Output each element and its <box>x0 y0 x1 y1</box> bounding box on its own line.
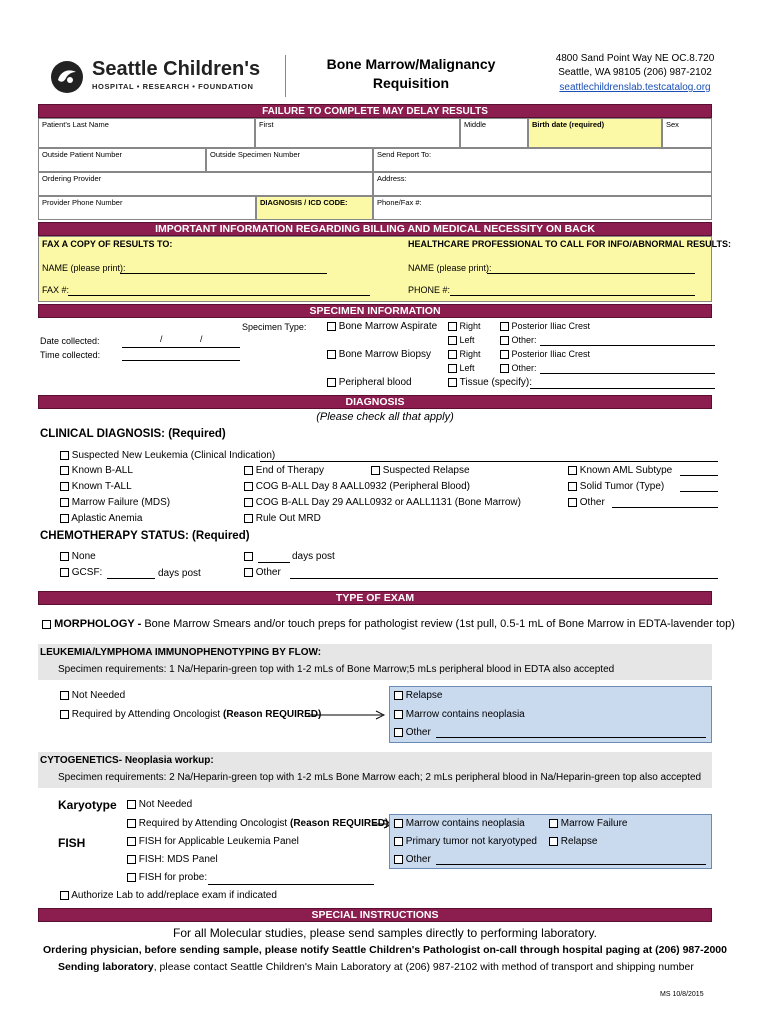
known-t-all-checkbox[interactable] <box>60 482 69 491</box>
known-t-all-label: Known T-ALL <box>71 481 132 492</box>
fax-copy-heading: FAX A COPY OF RESULTS TO: <box>42 239 173 249</box>
fish-probe-checkbox[interactable] <box>127 873 136 882</box>
known-b-all-option[interactable] <box>60 465 133 476</box>
flow-other-checkbox[interactable] <box>394 728 403 737</box>
authorize-lab-checkbox[interactable] <box>60 891 69 900</box>
fax-name-input[interactable] <box>120 273 327 274</box>
karyotype-not-needed-label: Not Needed <box>138 799 193 810</box>
lab-website-link[interactable]: seattlechildrenslab.testcatalog.org <box>559 82 711 93</box>
fish-probe-input[interactable] <box>208 884 374 885</box>
biopsy-left-option[interactable] <box>448 363 475 373</box>
fish-mds-option[interactable] <box>127 854 218 865</box>
send-report-to-field[interactable] <box>373 148 712 172</box>
diagnosis-other-option[interactable] <box>568 497 605 508</box>
send-report-to-label: Send Report To: <box>377 150 432 159</box>
flow-heading: LEUKEMIA/LYMPHOMA IMMUNOPHENOTYPING BY FLOW: <box>40 647 322 658</box>
logo-name: Seattle Children's <box>92 58 261 80</box>
hcp-name-input[interactable] <box>487 273 695 274</box>
aspirate-other-option[interactable] <box>500 335 537 345</box>
aspirate-other-label: Other: <box>511 335 537 345</box>
flow-reason-required-label: (Reason REQUIRED) <box>223 709 322 720</box>
first-name-label: First <box>259 120 274 129</box>
cyto-other-input[interactable] <box>436 864 706 865</box>
aspirate-right-checkbox[interactable] <box>448 322 457 331</box>
biopsy-other-input[interactable] <box>540 373 715 374</box>
outside-patient-number-field[interactable] <box>38 148 206 172</box>
flow-other-option[interactable] <box>394 727 431 738</box>
cog-day29-option[interactable] <box>244 497 521 508</box>
flow-neoplasia-label: Marrow contains neoplasia <box>405 709 525 720</box>
suspected-relapse-checkbox[interactable] <box>371 466 380 475</box>
biopsy-right-label: Right <box>459 349 481 359</box>
chemo-none-label: None <box>71 551 96 562</box>
cog-day29-label: COG B-ALL Day 29 AALL0932 or AALL1131 (Bone Marrow) <box>255 497 521 508</box>
aspirate-left-checkbox[interactable] <box>448 336 457 345</box>
flow-not-needed-option[interactable] <box>60 690 125 701</box>
flow-relapse-checkbox[interactable] <box>394 691 403 700</box>
outside-specimen-number-label: Outside Specimen Number <box>210 150 301 159</box>
special-instructions-bar: SPECIAL INSTRUCTIONS <box>38 908 712 922</box>
peripheral-blood-option[interactable] <box>327 377 412 388</box>
suspected-new-leukemia-option[interactable] <box>60 450 275 461</box>
bm-aspirate-checkbox[interactable] <box>327 322 336 331</box>
biopsy-other-checkbox[interactable] <box>500 364 509 373</box>
cyto-relapse-label: Relapse <box>560 836 598 847</box>
cyto-marrow-failure-option[interactable] <box>549 818 627 829</box>
flow-other-input[interactable] <box>436 737 706 738</box>
patient-middle-name-field[interactable] <box>460 118 528 148</box>
cyto-marrow-failure-checkbox[interactable] <box>549 819 558 828</box>
biopsy-other-option[interactable] <box>500 363 537 373</box>
date-collected-label: Date collected: <box>40 336 100 346</box>
aspirate-pic-checkbox[interactable] <box>500 322 509 331</box>
solid-tumor-input[interactable] <box>680 491 718 492</box>
chemo-other-checkbox[interactable] <box>244 568 253 577</box>
tissue-input[interactable] <box>530 388 715 389</box>
cyto-primary-tumor-label: Primary tumor not karyotyped <box>405 836 537 847</box>
gcsf-checkbox[interactable] <box>60 568 69 577</box>
marrow-failure-checkbox[interactable] <box>60 498 69 507</box>
diagnosis-icd-label: DIAGNOSIS / ICD CODE: <box>260 198 348 207</box>
cyto-other-label: Other <box>405 854 431 865</box>
sending-lab-text: , please contact Seattle Children's Main Laboratory at (206) 987-2102 with method of transport and shipping number <box>153 961 694 973</box>
hcp-phone-label: PHONE #: <box>408 285 451 295</box>
pathologist-notice: Ordering physician, before sending sample, please notify Seattle Children's Pathologist on-call through hospital paging at (206) 987-2000 <box>43 944 727 956</box>
cyto-primary-tumor-option[interactable] <box>394 836 537 847</box>
chemo-none-option[interactable] <box>60 551 96 562</box>
sex-field[interactable] <box>662 118 712 148</box>
date-slash-2: / <box>200 334 203 344</box>
date-slash-1: / <box>160 334 163 344</box>
patient-first-name-field[interactable] <box>255 118 460 148</box>
address-label: Address: <box>377 174 407 183</box>
fax-number-label: FAX #: <box>42 285 70 295</box>
cyto-relapse-option[interactable] <box>549 836 597 847</box>
flow-other-label: Other <box>405 727 431 738</box>
karyotype-not-needed-checkbox[interactable] <box>127 800 136 809</box>
phone-fax-field[interactable] <box>373 196 712 220</box>
header-divider <box>285 55 286 97</box>
biopsy-left-label: Left <box>459 363 475 373</box>
morphology-label: MORPHOLOGY - <box>54 618 142 630</box>
middle-name-label: Middle <box>464 120 487 129</box>
patient-last-name-field[interactable] <box>38 118 255 148</box>
address-field[interactable] <box>373 172 712 196</box>
provider-phone-label: Provider Phone Number <box>42 198 123 207</box>
diagnosis-other-label: Other <box>579 497 605 508</box>
flow-required-label: Required by Attending Oncologist <box>71 709 223 720</box>
cog-day8-checkbox[interactable] <box>244 482 253 491</box>
ordering-provider-label: Ordering Provider <box>42 174 102 183</box>
bm-biopsy-checkbox[interactable] <box>327 350 336 359</box>
cyto-primary-tumor-checkbox[interactable] <box>394 837 403 846</box>
fish-leukemia-option[interactable] <box>127 836 299 847</box>
type-of-exam-bar: TYPE OF EXAM <box>38 591 712 605</box>
aspirate-other-input[interactable] <box>540 345 715 346</box>
biopsy-left-checkbox[interactable] <box>448 364 457 373</box>
chemo-other-input[interactable] <box>290 578 718 579</box>
fish-mds-label: FISH: MDS Panel <box>138 854 218 865</box>
morphology-option[interactable] <box>42 618 735 630</box>
aspirate-right-label: Right <box>459 321 481 331</box>
known-b-all-label: Known B-ALL <box>71 465 133 476</box>
billing-info-bar: IMPORTANT INFORMATION REGARDING BILLING AND MEDICAL NECESSITY ON BACK <box>38 222 712 236</box>
chemo-other-option[interactable] <box>244 567 281 578</box>
gcsf-option[interactable] <box>60 567 102 578</box>
suspected-new-leukemia-label: Suspected New Leukemia (Clinical Indication) <box>71 450 276 461</box>
end-of-therapy-option[interactable] <box>244 465 324 476</box>
aspirate-pic-option[interactable] <box>500 321 590 331</box>
gcsf-days-input[interactable] <box>107 578 155 579</box>
flow-neoplasia-checkbox[interactable] <box>394 710 403 719</box>
bm-biopsy-label: Bone Marrow Biopsy <box>338 349 432 360</box>
cyto-neoplasia-checkbox[interactable] <box>394 819 403 828</box>
authorize-lab-option[interactable] <box>60 890 277 901</box>
aplastic-anemia-label: Aplastic Anemia <box>71 513 143 524</box>
karyotype-reason-required-label: (Reason REQUIRED) <box>290 818 389 829</box>
sending-lab-bold: Sending laboratory <box>58 961 154 973</box>
karyotype-required-option[interactable] <box>127 818 388 829</box>
aspirate-other-checkbox[interactable] <box>500 336 509 345</box>
cyto-relapse-checkbox[interactable] <box>549 837 558 846</box>
flow-relapse-option[interactable] <box>394 690 442 701</box>
cyto-neoplasia-label: Marrow contains neoplasia <box>405 818 525 829</box>
diagnosis-other-checkbox[interactable] <box>568 498 577 507</box>
aspirate-left-label: Left <box>459 335 475 345</box>
cog-day8-label: COG B-ALL Day 8 AALL0932 (Peripheral Blood) <box>255 481 470 492</box>
clinical-diagnosis-heading: CLINICAL DIAGNOSIS: (Required) <box>40 428 226 440</box>
lab-address-line1: 4800 Sand Point Way NE OC.8.720 <box>555 53 715 64</box>
peripheral-blood-checkbox[interactable] <box>327 378 336 387</box>
rule-out-mrd-checkbox[interactable] <box>244 514 253 523</box>
fax-name-label: NAME (please print): <box>42 263 126 273</box>
provider-phone-field[interactable] <box>38 196 256 220</box>
morphology-checkbox[interactable] <box>42 620 51 629</box>
hcp-phone-input[interactable] <box>450 295 695 296</box>
cyto-other-option[interactable] <box>394 854 431 865</box>
bm-aspirate-option[interactable] <box>327 321 437 332</box>
solid-tumor-label: Solid Tumor (Type) <box>579 481 665 492</box>
page-title-line1: Bone Marrow/Malignancy <box>326 56 496 72</box>
solid-tumor-option[interactable] <box>568 481 664 492</box>
marrow-failure-label: Marrow Failure (MDS) <box>71 497 171 508</box>
karyotype-heading: Karyotype <box>58 798 117 812</box>
clinical-indication-line <box>260 461 718 462</box>
fish-probe-label: FISH for probe: <box>138 872 208 883</box>
suspected-relapse-option[interactable] <box>371 465 470 476</box>
end-of-therapy-checkbox[interactable] <box>244 466 253 475</box>
tissue-checkbox[interactable] <box>448 378 457 387</box>
morphology-description: Bone Marrow Smears and/or touch preps for pathologist review (1st pull, 0.5-1 mL of Bone Marrow in EDTA-lavender top) <box>144 618 735 630</box>
flow-not-needed-checkbox[interactable] <box>60 691 69 700</box>
suspected-relapse-label: Suspected Relapse <box>382 465 470 476</box>
ordering-provider-field[interactable] <box>38 172 373 196</box>
flow-arrow-icon <box>308 710 388 720</box>
known-aml-checkbox[interactable] <box>568 466 577 475</box>
known-aml-option[interactable] <box>568 465 672 476</box>
cog-day8-option[interactable] <box>244 481 470 492</box>
cyto-neoplasia-option[interactable] <box>394 818 525 829</box>
phone-fax-label: Phone/Fax #: <box>377 198 422 207</box>
aplastic-anemia-checkbox[interactable] <box>60 514 69 523</box>
aspirate-right-option[interactable] <box>448 321 481 331</box>
flow-neoplasia-option[interactable] <box>394 709 525 720</box>
date-collected-input[interactable] <box>122 347 240 348</box>
known-t-all-option[interactable] <box>60 481 132 492</box>
diagnosis-icd-field[interactable] <box>256 196 373 220</box>
known-aml-input[interactable] <box>680 475 718 476</box>
days-post-label: days post <box>292 551 335 562</box>
fish-leukemia-label: FISH for Applicable Leukemia Panel <box>138 836 299 847</box>
flow-requirements: Specimen requirements: 1 Na/Heparin-green top with 1-2 mLs of Bone Marrow;5 mLs peripheral blood in EDTA also accepted <box>58 664 615 675</box>
peripheral-blood-label: Peripheral blood <box>338 377 412 388</box>
aplastic-anemia-option[interactable] <box>60 513 142 524</box>
diagnosis-other-input[interactable] <box>612 507 718 508</box>
diagnosis-note: (Please check all that apply) <box>316 411 454 423</box>
patient-last-name-label: Patient's Last Name <box>42 120 109 129</box>
known-b-all-checkbox[interactable] <box>60 466 69 475</box>
molecular-note: For all Molecular studies, please send samples directly to performing laboratory. <box>173 926 597 940</box>
cyto-marrow-failure-label: Marrow Failure <box>560 818 628 829</box>
fish-heading: FISH <box>58 836 86 850</box>
cytogenetics-heading: CYTOGENETICS- Neoplasia workup: <box>40 755 214 766</box>
diagnosis-bar: DIAGNOSIS <box>38 395 712 409</box>
karyotype-not-needed-option[interactable] <box>127 799 192 810</box>
fish-probe-option[interactable] <box>127 872 207 883</box>
tissue-option[interactable] <box>448 377 532 388</box>
form-code: MS 10/8/2015 <box>660 991 704 998</box>
chemo-none-checkbox[interactable] <box>60 552 69 561</box>
fish-mds-checkbox[interactable] <box>127 855 136 864</box>
bm-biopsy-option[interactable] <box>327 349 431 360</box>
outside-patient-number-label: Outside Patient Number <box>42 150 123 159</box>
lab-address-line2: Seattle, WA 98105 (206) 987-2102 <box>558 67 712 78</box>
gcsf-days-post-label: days post <box>158 568 201 579</box>
bm-aspirate-label: Bone Marrow Aspirate <box>338 321 438 332</box>
failure-warning-bar: FAILURE TO COMPLETE MAY DELAY RESULTS <box>38 104 712 118</box>
karyotype-required-label: Required by Attending Oncologist <box>138 818 290 829</box>
end-of-therapy-label: End of Therapy <box>255 465 324 476</box>
specimen-type-label: Specimen Type: <box>242 322 307 332</box>
days-post-input[interactable] <box>258 562 290 563</box>
time-collected-label: Time collected: <box>40 350 101 360</box>
rule-out-mrd-option[interactable] <box>244 513 321 524</box>
sex-label: Sex <box>666 120 679 129</box>
outside-specimen-number-field[interactable] <box>206 148 373 172</box>
flow-relapse-label: Relapse <box>405 690 443 701</box>
days-post-checkbox[interactable] <box>244 552 253 561</box>
fax-number-input[interactable] <box>68 295 370 296</box>
birth-date-label: Birth date (required) <box>532 120 605 129</box>
biopsy-pic-checkbox[interactable] <box>500 350 509 359</box>
marrow-failure-option[interactable] <box>60 497 170 508</box>
aspirate-left-option[interactable] <box>448 335 475 345</box>
chemo-other-label: Other <box>255 567 281 578</box>
birth-date-field[interactable] <box>528 118 662 148</box>
biopsy-right-checkbox[interactable] <box>448 350 457 359</box>
biopsy-other-label: Other: <box>511 363 537 373</box>
biopsy-right-option[interactable] <box>448 349 481 359</box>
cyto-other-checkbox[interactable] <box>394 855 403 864</box>
flow-not-needed-label: Not Needed <box>71 690 126 701</box>
cyto-requirements: Specimen requirements: 2 Na/Heparin-green top with 1-2 mLs Bone Marrow each; 2 mLs peripheral blood in Na/Heparin-green top also accepted <box>58 772 702 783</box>
biopsy-pic-label: Posterior Iliac Crest <box>511 349 591 359</box>
sending-lab-notice <box>58 961 694 973</box>
biopsy-pic-option[interactable] <box>500 349 590 359</box>
time-collected-input[interactable] <box>122 360 240 361</box>
flow-required-option[interactable] <box>60 709 321 720</box>
solid-tumor-checkbox[interactable] <box>568 482 577 491</box>
authorize-lab-label: Authorize Lab to add/replace exam if indicated <box>71 890 277 901</box>
gcsf-label: GCSF: <box>71 567 103 578</box>
fish-leukemia-checkbox[interactable] <box>127 837 136 846</box>
logo <box>50 60 280 100</box>
logo-tagline: HOSPITAL • RESEARCH • FOUNDATION <box>92 82 254 91</box>
flow-required-checkbox[interactable] <box>60 710 69 719</box>
rule-out-mrd-label: Rule Out MRD <box>255 513 321 524</box>
known-aml-label: Known AML Subtype <box>579 465 673 476</box>
specimen-info-bar: SPECIMEN INFORMATION <box>38 304 712 318</box>
chemo-status-heading: CHEMOTHERAPY STATUS: (Required) <box>40 530 250 542</box>
days-post-option[interactable] <box>244 551 253 562</box>
hcp-call-heading: HEALTHCARE PROFESSIONAL TO CALL FOR INFO/ABNORMAL RESULTS: <box>408 239 732 249</box>
cog-day29-checkbox[interactable] <box>244 498 253 507</box>
aspirate-pic-label: Posterior Iliac Crest <box>511 321 591 331</box>
page-title-line2: Requisition <box>372 75 450 91</box>
tissue-label: Tissue (specify): <box>459 377 533 388</box>
hcp-name-label: NAME (please print): <box>408 263 492 273</box>
suspected-new-leukemia-checkbox[interactable] <box>60 451 69 460</box>
seattle-childrens-logo-icon <box>50 60 84 94</box>
karyotype-required-checkbox[interactable] <box>127 819 136 828</box>
